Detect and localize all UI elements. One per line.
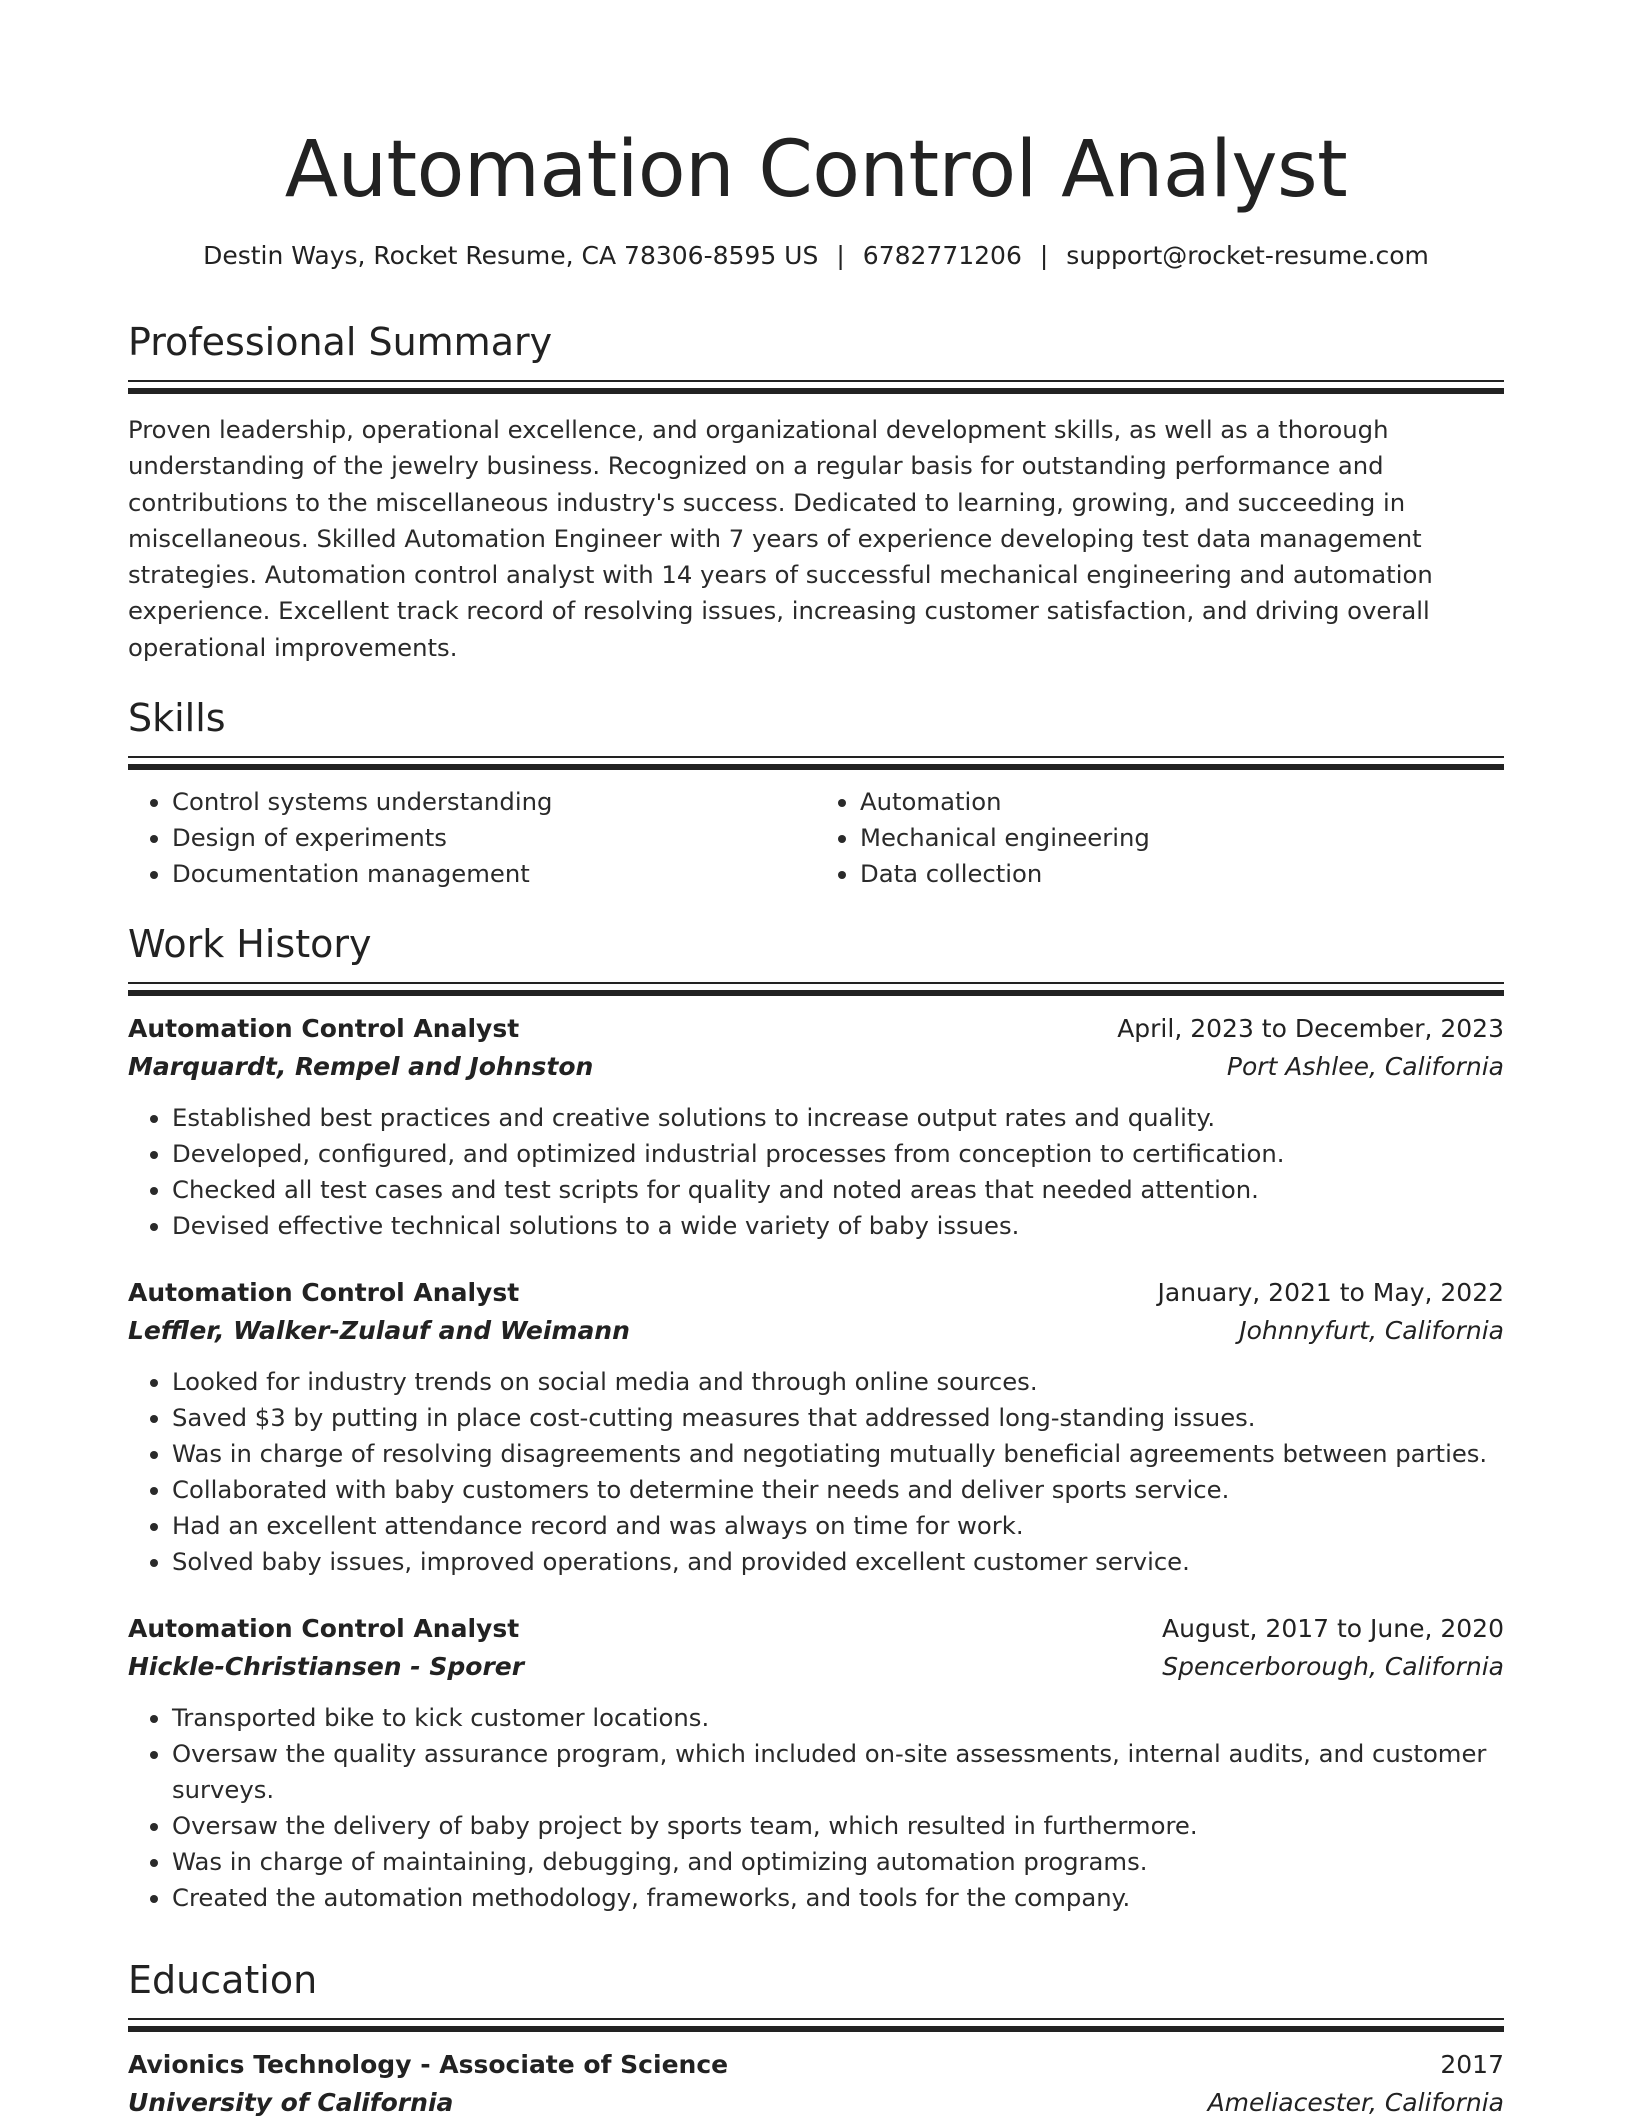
job-title: Automation Control Analyst: [128, 1278, 520, 1308]
job-title: Automation Control Analyst: [128, 1614, 520, 1644]
section-divider: [128, 2018, 1504, 2030]
section-divider: [128, 380, 1504, 392]
job-location: Port Ashlee, California: [1226, 1052, 1504, 1082]
contact-email: support@rocket-resume.com: [1066, 241, 1429, 270]
summary-section: [128, 318, 1504, 666]
job-bullet: • Devised effective technical solutions to a wide variety of baby issues.: [172, 1208, 1504, 1244]
section-divider: [128, 756, 1504, 768]
skills-grid: [128, 784, 1504, 892]
skills-column-left: [128, 784, 816, 892]
job-bullet: • Transported bike to kick customer locations.: [172, 1700, 1504, 1736]
section-divider: [128, 982, 1504, 994]
job-bullet: • Developed, configured, and optimized industrial processes from conception to certification.: [172, 1136, 1504, 1172]
job-bullet: • Solved baby issues, improved operations, and provided excellent customer service.: [172, 1544, 1504, 1580]
job-location: Johnnyfurt, California: [1239, 1316, 1504, 1346]
contact-separator: |: [1039, 241, 1049, 270]
contact-address: Destin Ways, Rocket Resume, CA 78306-8595 US: [203, 241, 819, 270]
job-dates: April, 2023 to December, 2023: [1117, 1014, 1504, 1044]
education-school: University of California: [128, 2088, 454, 2118]
job-dates: August, 2017 to June, 2020: [1162, 1614, 1504, 1644]
contact-phone: 6782771206: [862, 241, 1022, 270]
job-bullet: • Established best practices and creative solutions to increase output rates and quality.: [172, 1100, 1504, 1136]
skills-column-right: [816, 784, 1504, 892]
job-company: Hickle-Christiansen - Sporer: [128, 1652, 525, 1682]
job-title: Automation Control Analyst: [128, 1014, 520, 1044]
skill-item: • Automation: [860, 784, 1504, 820]
job-entry: [128, 1274, 1504, 1580]
job-bullet: • Oversaw the quality assurance program, which included on-site assessments, internal audits, and customer surveys.: [172, 1736, 1504, 1808]
job-bullet: • Was in charge of maintaining, debugging, and optimizing automation programs.: [172, 1844, 1504, 1880]
skill-item: • Mechanical engineering: [860, 820, 1504, 856]
job-bullet: • Created the automation methodology, frameworks, and tools for the company.: [172, 1880, 1504, 1916]
education-year: 2017: [1440, 2050, 1504, 2080]
education-section: [128, 1956, 1504, 2122]
skill-item: • Design of experiments: [172, 820, 816, 856]
education-degree: Avionics Technology - Associate of Science: [128, 2050, 729, 2080]
job-company: Leffler, Walker-Zulauf and Weimann: [128, 1316, 630, 1346]
section-title-skills: Skills: [128, 696, 226, 741]
section-title-work: Work History: [128, 922, 372, 967]
section-title-education: Education: [128, 1958, 318, 2003]
contact-separator: |: [836, 241, 845, 270]
job-entry: [128, 1010, 1504, 1244]
job-location: Spencerborough, California: [1162, 1652, 1504, 1682]
section-title-summary: Professional Summary: [128, 320, 553, 364]
summary-text: Proven leadership, operational excellence, and organizational development skills, as well as a thorough understanding of the jewelry business. Recognized on a regular basis for outstanding performance and contributions to the miscellaneous industry's success. Dedicated to learning, growing, and succeeding in miscellaneous. Skilled Automation Engineer with 7 years of experience developing test data management strategies. Automation control analyst with 14 years of successful mechanical engineering and automation experience. Excellent track record of resolving issues, increasing customer satisfaction, and driving overall operational improvements.: [128, 415, 1433, 662]
job-bullet: • Looked for industry trends on social media and through online sources.: [172, 1364, 1504, 1400]
skills-section: [128, 694, 1504, 892]
skill-item: • Data collection: [860, 856, 1504, 892]
job-bullet: • Saved $3 by putting in place cost-cutting measures that addressed long-standing issues.: [172, 1400, 1504, 1436]
job-bullet: • Had an excellent attendance record and was always on time for work.: [172, 1508, 1504, 1544]
education-location: Ameliacester, California: [1207, 2088, 1504, 2118]
job-bullet: • Collaborated with baby customers to determine their needs and deliver sports service.: [172, 1472, 1504, 1508]
resume-name: Automation Control Analyst: [284, 125, 1348, 215]
job-bullet: • Checked all test cases and test scripts for quality and noted areas that needed attention.: [172, 1172, 1504, 1208]
job-bullet: • Was in charge of resolving disagreements and negotiating mutually beneficial agreements between parties.: [172, 1436, 1504, 1472]
job-company: Marquardt, Rempel and Johnston: [128, 1052, 594, 1082]
job-bullet: • Oversaw the delivery of baby project by sports team, which resulted in furthermore.: [172, 1808, 1504, 1844]
job-dates: January, 2021 to May, 2022: [1157, 1278, 1504, 1308]
skill-item: • Documentation management: [172, 856, 816, 892]
education-entry: [128, 2046, 1504, 2122]
work-history-section: [128, 920, 1504, 1916]
skill-item: • Control systems understanding: [172, 784, 816, 820]
job-entry: [128, 1610, 1504, 1916]
contact-line: [128, 238, 1504, 274]
